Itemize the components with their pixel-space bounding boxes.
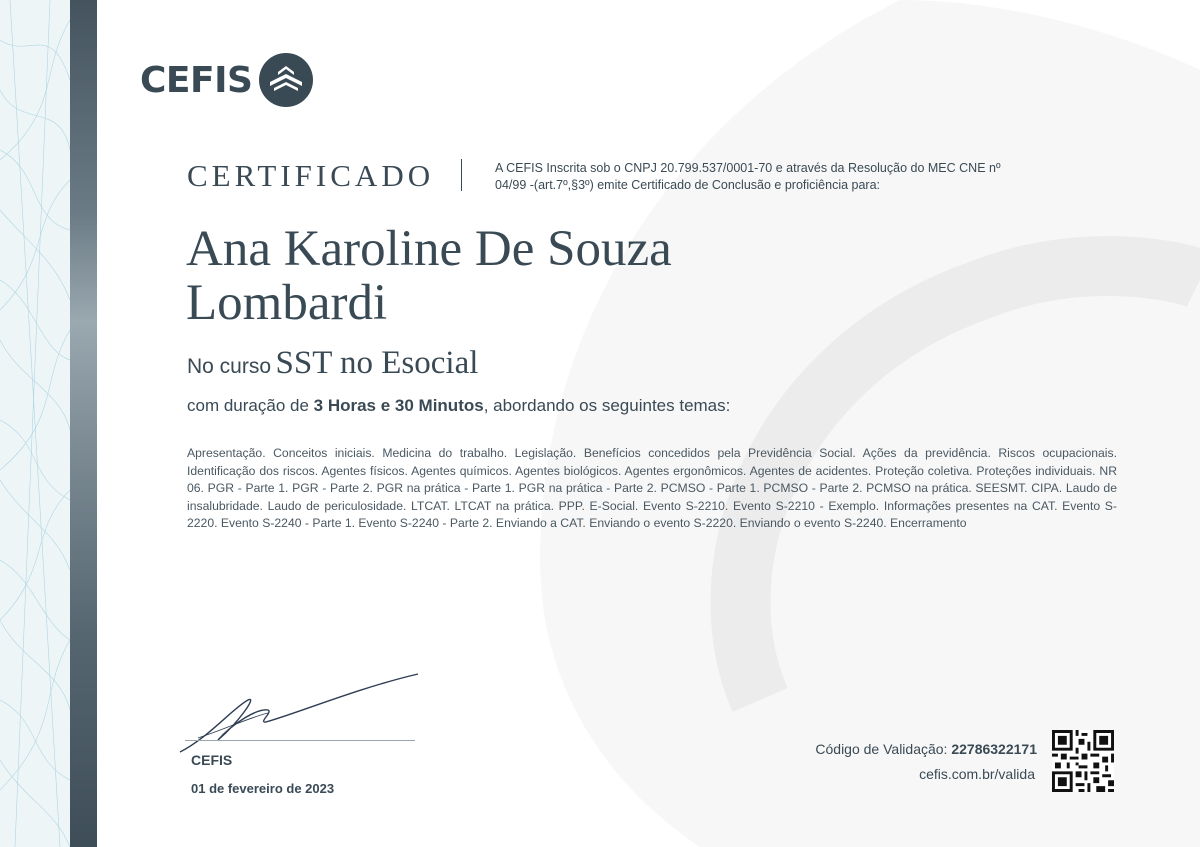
brand-name: CEFIS <box>140 59 253 101</box>
validation-label: Código de Validação: <box>815 741 948 757</box>
duration-value: 3 Horas e 30 Minutos <box>313 396 484 415</box>
validation-code-line <box>815 741 1037 757</box>
title-divider <box>461 159 462 191</box>
signature-line <box>185 740 415 741</box>
duration-prefix: com duração de <box>187 396 309 415</box>
duration-suffix: , abordando os seguintes temas: <box>483 396 731 415</box>
recipient-name: Ana Karoline De Souza Lombardi <box>186 221 672 331</box>
certificate-intro: A CEFIS Inscrita sob o CNPJ 20.799.537/0001-70 e através da Resolução do MEC CNE nº 04/99 -(art.7º,§3º) emite Certificado de Conclusão e proficiência para: <box>495 161 1001 192</box>
duration-line <box>187 396 730 416</box>
validation-code: 22786322171 <box>951 741 1037 757</box>
validation-url[interactable]: cefis.com.br/valida <box>919 766 1035 782</box>
course-topics: Apresentação. Conceitos iniciais. Medicina do trabalho. Legislação. Benefícios concedidos pela Previdência Social. Ações da previdência. Riscos ocupacionais. Identificação dos riscos. Agentes físicos. Agentes químicos. Agentes biológicos. Agentes ergonômicos. Agentes de acidentes. Proteção coletiva. Proteções individuais. NR 06. PGR - Parte 1. PGR - Parte 2. PGR na prática - Parte 1. PGR na prática - Parte 2. PCMSO - Parte 1. PCMSO - Parte 2. PCMSO na prática. SEESMT. CIPA. Laudo de insalubridade. Laudo de periculosidade. LTCAT. LTCAT na prática. PPP. E-Social. Evento S-2210. Evento S-2210 - Exemplo. Informações presentes na CAT. Evento S-2220. Evento S-2240 - Parte 1. Evento S-2240 - Parte 2. Enviando a CAT. Enviando o evento S-2220. Enviando o evento S-2240. Encerramento <box>187 446 1117 530</box>
brand-logo <box>140 52 314 108</box>
cefis-book-logo-icon <box>258 52 314 108</box>
signer-name: CEFIS <box>191 752 233 768</box>
signature-image <box>178 668 428 758</box>
qr-code-icon[interactable] <box>1052 730 1114 792</box>
course-name: SST no Esocial <box>275 345 479 381</box>
issue-date: 01 de fevereiro de 2023 <box>191 781 335 796</box>
course-prefix: No curso <box>187 355 272 378</box>
certificate-title: CERTIFICADO <box>187 158 435 193</box>
course-line <box>187 345 478 382</box>
